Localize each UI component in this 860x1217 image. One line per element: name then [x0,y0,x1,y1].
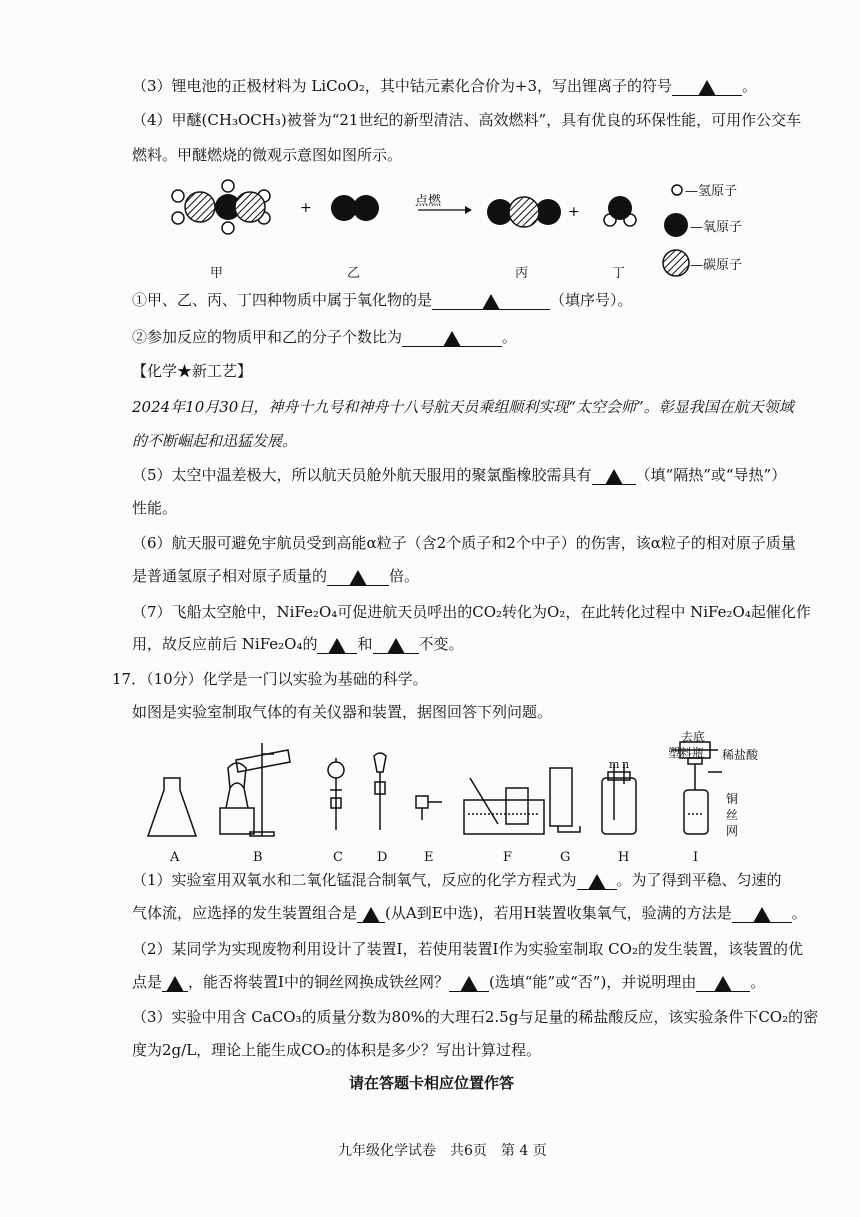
answer-blank[interactable] [592,468,636,485]
triangle-icon [328,638,346,654]
i-top-label1: 去底 [681,730,706,744]
triangle-icon [714,976,732,992]
label-yi: 乙 [347,266,361,281]
answer-blank[interactable] [402,330,502,347]
triangle-icon [387,638,405,654]
triangle-icon [605,469,623,485]
answer-blank[interactable] [317,637,357,654]
funnel-c-icon [328,758,344,830]
q5-line1: （5）太空中温差极大，所以航天员舱外航天服用的聚氯酯橡胶需具有 （填“隔热”或“导热”） [132,466,787,484]
plus-sign: + [300,200,312,216]
trough-f-icon [464,778,544,834]
molecule-bing [487,197,561,227]
q7-line2: 用，故反应前后 NiFe₂O₄的 和 不变。 [132,635,464,653]
triangle-icon [166,976,184,992]
q4-line2: 燃料。甲醚燃烧的微观示意图如图所示。 [132,146,403,164]
molecule-jia [172,180,270,234]
legend-oxygen: —氧原子 [690,220,743,235]
label-d: D [377,850,388,865]
h-port-n: n [622,758,630,771]
i-acid-label: 稀盐酸 [722,748,759,762]
answer-note: 请在答题卡相应位置作答 [349,1074,515,1092]
label-i: I [693,850,699,865]
heating-setup-b-icon [220,743,290,836]
q4-2-line: ②参加反应的物质甲和乙的分子个数比为 。 [132,328,518,346]
q7-line1: （7）飞船太空舱中，NiFe₂O₄可促进航天员呼出的CO₂转化为O₂，在此转化过程中 NiFe₂O₄起催化作 [132,603,811,621]
s1-line2: 气体流，应选择的发生装置组合是 (从A到E中选)，若用H装置收集氧气，验满的方法是 。 [132,904,807,922]
answer-blank[interactable] [577,873,617,890]
page-footer: 九年级化学试卷 共6页 第 4 页 [338,1143,547,1159]
intro-line2: 的不断崛起和迅猛发展。 [132,432,298,450]
apparatus-figure [140,728,760,847]
s2-line1: （2）某同学为实现废物利用设计了装置I，若使用装置I作为实验室制取 CO₂的发生装置，该装置的优 [132,940,803,958]
triangle-icon [362,907,380,923]
label-f: F [503,850,513,865]
legend-hydrogen: —氢原子 [685,184,738,199]
answer-blank[interactable] [373,637,419,654]
q6-line2: 是普通氢原子相对原子质量的 倍。 [132,567,420,585]
gas-jar-g-icon [550,768,580,832]
molecule-ding [604,196,636,226]
label-jia: 甲 [210,266,224,281]
q17-title: 17．（10分）化学是一门以实验为基础的科学。 [112,670,428,688]
i-top-label2: 塑料瓶 [668,746,705,760]
label-ding: 丁 [612,266,626,281]
molecule-yi [331,195,379,221]
q17-intro: 如图是实验室制取气体的有关仪器和装置，据图回答下列问题。 [132,703,553,721]
answer-blank[interactable] [357,906,385,923]
triangle-icon [482,294,500,310]
label-c: C [333,850,343,865]
i-mesh-label-3: 网 [726,824,739,838]
answer-blank[interactable] [449,975,489,992]
answer-blank[interactable] [432,293,550,310]
h-port-m: m [609,758,620,771]
connector-e-icon [416,796,442,820]
q5-line2: 性能。 [132,499,178,517]
answer-blank[interactable] [732,906,792,923]
legend-carbon: —碳原子 [690,258,743,273]
triangle-icon [753,907,771,923]
flask-a-icon [148,778,196,836]
hydrogen-legend-icon [672,185,682,195]
label-e: E [424,850,434,865]
answer-blank[interactable] [696,975,750,992]
i-mesh-label-2: 丝 [726,808,739,822]
triangle-icon [443,331,461,347]
section-heading: 【化学★新工艺】 [132,362,253,380]
s2-line2: 点是 ，能否将装置I中的铜丝网换成铁丝网？ (选填“能”或“否”)，并说明理由 。 [132,973,766,991]
answer-blank[interactable] [672,79,742,96]
i-mesh-label-1: 铜 [726,792,739,806]
s3-line2: 度为2g/L，理论上能生成CO₂的体积是多少？写出计算过程。 [132,1041,541,1059]
s3-line1: （3）实验中用含 CaCO₃的质量分数为80%的大理石2.5g与足量的稀盐酸反应，该实验条件下CO₂的密 [132,1008,819,1026]
label-bing: 丙 [515,266,529,281]
label-a: A [170,850,180,865]
label-g: G [560,850,571,865]
q4-1-line: ①甲、乙、丙、丁四种物质中属于氧化物的是 （填序号）。 [132,291,633,309]
triangle-icon [588,874,606,890]
triangle-icon [698,80,716,96]
arrow-label: 点燃 [415,194,442,209]
q4-line1: （4）甲醚(CH₃OCH₃)被誉为“21世纪的新型清洁、高效燃料”，具有优良的环保性能，可用作公交车 [132,111,802,129]
answer-blank[interactable] [327,569,389,586]
funnel-d-icon [374,753,386,830]
q6-line1: （6）航天服可避免宇航员受到高能α粒子（含2个质子和2个中子）的伤害，该α粒子的相对原子质量 [132,534,796,552]
label-h: H [618,850,630,865]
s1-line1: （1）实验室用双氧水和二氧化锰混合制氧气，反应的化学方程式为 。为了得到平稳、匀速的 [132,871,782,889]
label-b: B [253,850,263,865]
triangle-icon [349,570,367,586]
intro-line1: 2024年10月30日，神舟十九号和神舟十八号航天员乘组顺利实现“太空会师”。彰显我国在航天领域 [132,398,794,416]
carbon-legend-icon [663,250,689,276]
answer-blank[interactable] [162,975,188,992]
triangle-icon [460,976,478,992]
q3-line: （3）锂电池的正极材料为 LiCoO₂，其中钴元素化合价为+3，写出锂离子的符号 。 [132,77,758,95]
bottle-h-icon [602,764,636,834]
oxygen-legend-icon [664,213,688,237]
plus-sign-2: + [568,204,580,220]
